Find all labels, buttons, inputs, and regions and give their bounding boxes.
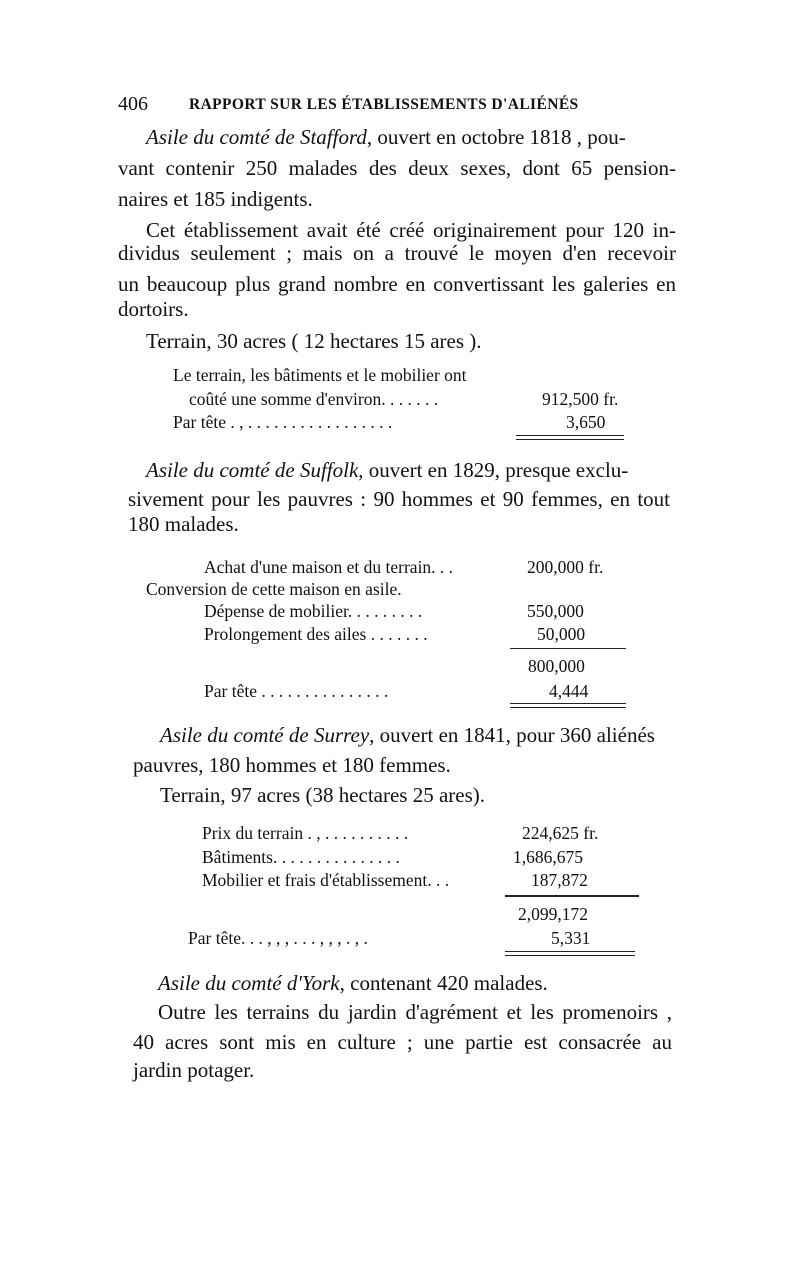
surrey-land-amount: 224,625 fr. — [522, 823, 599, 843]
surrey-buildings-label: Bâtiments. . . . . . . . . . . . . . . — [202, 847, 400, 867]
suffolk-wings-label: Prolongement des ailes . . . . . . . — [204, 624, 428, 644]
running-title: RAPPORT SUR LES ÉTABLISSEMENTS D'ALIÉNÉS — [189, 96, 579, 113]
surrey-terrain: Terrain, 97 acres (38 hectares 25 ares). — [160, 783, 486, 807]
surrey-line-2: pauvres, 180 hommes et 180 femmes. — [133, 753, 451, 777]
york-line-1-rest: , contenant 420 malades. — [339, 971, 548, 995]
stafford-line-1 — [146, 124, 626, 150]
stafford-line-3: naires et 185 indigents. — [118, 187, 313, 211]
suffolk-house-label: Achat d'une maison et du terrain. . . — [204, 557, 454, 577]
surrey-per-head-label: Par tête. . . , , , . . . , , , . , . — [188, 928, 368, 948]
stafford-p2-line-2: dividus seulement ; mais on a trouvé le moyen d'en recevoir — [118, 241, 676, 265]
york-title: Asile du comté d'York — [158, 971, 340, 995]
york-p2-line-1: Outre les terrains du jardin d'agrément et les promenoirs , — [158, 1000, 672, 1024]
york-p2-line-2: 40 acres sont mis en culture ; une partie est consacrée au — [133, 1030, 672, 1054]
surrey-land-label: Prix du terrain . , . . . . . . . . . . — [202, 823, 409, 843]
suffolk-sum-rule — [510, 648, 626, 649]
suffolk-line-1 — [146, 457, 670, 483]
suffolk-conversion-label: Conversion de cette maison en asile. — [146, 579, 402, 599]
surrey-line-1 — [160, 722, 674, 748]
surrey-furniture-label: Mobilier et frais d'établissement. . . — [202, 870, 450, 890]
suffolk-wings-amount: 50,000 — [537, 624, 586, 644]
surrey-total: 2,099,172 — [518, 904, 588, 924]
stafford-p2-line-4: dortoirs. — [118, 297, 189, 321]
suffolk-per-head-amount: 4,444 — [549, 681, 589, 701]
surrey-line-1-rest: , ouvert en 1841, pour 360 aliénés — [369, 723, 655, 747]
stafford-title: Asile du comté de Stafford — [146, 125, 367, 149]
suffolk-per-head-label: Par tête . . . . . . . . . . . . . . . — [204, 681, 389, 701]
suffolk-total: 800,000 — [528, 656, 585, 676]
suffolk-rule-1 — [510, 703, 626, 704]
stafford-cost-line-2: coûté une somme d'environ. . . . . . . — [189, 389, 439, 409]
surrey-title: Asile du comté de Surrey — [160, 723, 370, 747]
suffolk-line-3: 180 malades. — [128, 512, 239, 536]
suffolk-line-1-rest: , ouvert en 1829, presque exclu- — [358, 458, 629, 482]
stafford-p2-line-1: Cet établissement avait été créé originairement pour 120 in- — [146, 218, 676, 242]
suffolk-title: Asile du comté de Suffolk — [146, 458, 359, 482]
page-number: 406 — [118, 93, 148, 115]
stafford-per-head-amount: 3,650 — [566, 412, 606, 432]
stafford-line-2: vant contenir 250 malades des deux sexes, dont 65 pension- — [118, 156, 676, 180]
suffolk-furniture-label: Dépense de mobilier. . . . . . . . . — [204, 601, 423, 621]
stafford-terrain: Terrain, 30 acres ( 12 hectares 15 ares ). — [146, 329, 482, 353]
stafford-p2-line-3: un beaucoup plus grand nombre en convertissant les galeries en — [118, 272, 676, 296]
surrey-rule-1 — [505, 951, 635, 952]
stafford-rule-2 — [516, 439, 624, 440]
stafford-per-head-label: Par tête . , . . . . . . . . . . . . . . . . . — [173, 412, 393, 432]
york-line-1 — [158, 970, 548, 996]
surrey-rule-2 — [505, 955, 635, 956]
suffolk-furniture-amount: 550,000 — [527, 601, 584, 621]
surrey-per-head-amount: 5,331 — [551, 928, 591, 948]
stafford-cost-line-1: Le terrain, les bâtiments et le mobilier ont — [173, 365, 467, 385]
stafford-line-1-rest: , ouvert en octobre 1818 , pou- — [366, 125, 626, 149]
york-p2-line-3: jardin potager. — [133, 1058, 255, 1082]
suffolk-rule-2 — [510, 707, 626, 708]
surrey-sum-rule — [505, 895, 639, 897]
suffolk-line-2: sivement pour les pauvres : 90 hommes et 90 femmes, en tout — [128, 487, 670, 511]
surrey-furniture-amount: 187,872 — [531, 870, 588, 890]
stafford-rule-1 — [516, 435, 624, 436]
stafford-cost-amount: 912,500 fr. — [542, 389, 619, 409]
suffolk-house-amount: 200,000 fr. — [527, 557, 604, 577]
surrey-buildings-amount: 1,686,675 — [513, 847, 583, 867]
